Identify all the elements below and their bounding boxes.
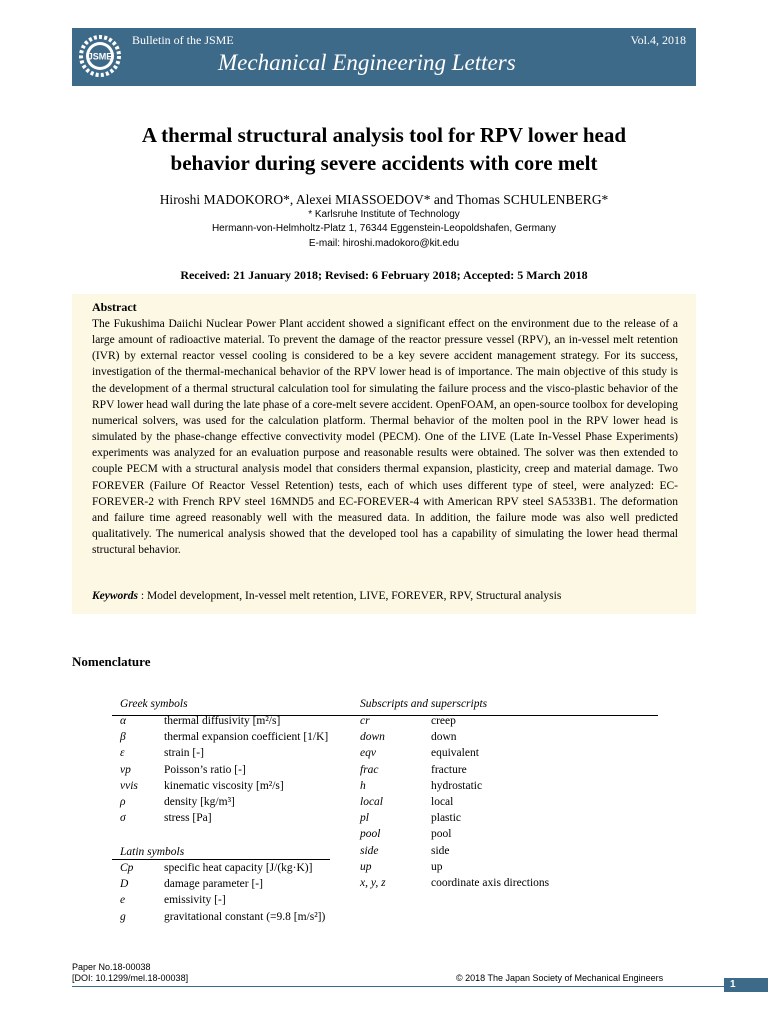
- latin-description: gravitational constant (=9.8 [m/s²]): [164, 910, 326, 923]
- latin-symbol: Cp: [120, 862, 134, 874]
- subscript-symbol: eqv: [360, 747, 376, 760]
- copyright: © 2018 The Japan Society of Mechanical Engineers: [456, 973, 664, 983]
- subscript-description: down: [431, 731, 457, 744]
- latin-rule: [112, 859, 330, 860]
- title-line-1: A thermal structural analysis tool for RPV lower head: [141, 123, 627, 147]
- keywords-label: Keywords: [92, 590, 138, 602]
- bulletin-label: Bulletin of the JSME: [132, 33, 234, 47]
- latin-description: emissivity [-]: [164, 894, 226, 907]
- received-dates: Received: 21 January 2018; Revised: 6 February 2018; Accepted: 5 March 2018: [180, 268, 588, 282]
- volume-label: Vol.4, 2018: [630, 33, 686, 47]
- greek-description: strain [-]: [164, 747, 204, 760]
- subscript-symbol: side: [360, 844, 379, 857]
- footer-rule: [72, 986, 724, 987]
- greek-description: stress [Pa]: [164, 812, 212, 825]
- logo-text: JSME: [87, 51, 113, 62]
- latin-symbol: e: [120, 894, 126, 907]
- subscript-description: hydrostatic: [431, 779, 483, 792]
- subscript-symbol: h: [360, 779, 366, 792]
- greek-symbol: νvis: [120, 779, 138, 792]
- latin-symbol: g: [120, 910, 126, 923]
- greek-symbol: σ: [120, 812, 126, 825]
- abstract-heading: Abstract: [92, 300, 137, 314]
- greek-description: Poisson’s ratio [-]: [164, 763, 246, 776]
- subscript-symbol: up: [360, 860, 372, 873]
- subscripts-header: Subscripts and superscripts: [360, 698, 488, 710]
- latin-description: damage parameter [-]: [164, 878, 263, 891]
- paper-no: Paper No.18-00038: [72, 962, 151, 972]
- keywords: [92, 590, 678, 602]
- subscript-description: coordinate axis directions: [431, 877, 550, 889]
- subscript-description: local: [431, 796, 454, 808]
- subscript-symbol: cr: [360, 715, 370, 727]
- nomenclature-table: [112, 696, 658, 936]
- subscript-symbol: pl: [360, 812, 369, 825]
- greek-symbol: ρ: [120, 796, 126, 808]
- subscript-symbol: local: [360, 796, 383, 808]
- latin-symbols-header: Latin symbols: [120, 846, 185, 858]
- paper-title: [72, 121, 696, 177]
- title-line-2: behavior during severe accidents with core melt: [170, 151, 598, 175]
- journal-title: Mechanical Engineering Letters: [218, 50, 516, 75]
- nomenclature-heading: Nomenclature: [72, 654, 151, 669]
- page-number: 1: [724, 978, 768, 992]
- greek-description: thermal expansion coefficient [1/K]: [164, 731, 329, 744]
- greek-symbol: α: [120, 715, 127, 727]
- subscript-symbol: pool: [360, 828, 381, 841]
- author-list: Hiroshi MADOKORO*, Alexei MIASSOEDOV* and Thomas SCHULENBERG*: [159, 192, 609, 207]
- subscript-symbol: frac: [360, 763, 379, 776]
- affiliation: * Karlsruhe Institute of Technology: [308, 209, 460, 220]
- paper-number: [72, 962, 188, 984]
- email: E-mail: hiroshi.madokoro@kit.edu: [308, 238, 460, 249]
- greek-description: density [kg/m³]: [164, 796, 235, 808]
- subscript-description: fracture: [431, 763, 467, 776]
- journal-banner: [72, 28, 696, 86]
- latin-description: specific heat capacity [J/(kg·K)]: [164, 862, 313, 874]
- keywords-list: : Model development, In-vessel melt retention, LIVE, FOREVER, RPV, Structural analysis: [138, 590, 562, 602]
- greek-symbol: νp: [120, 763, 131, 776]
- subscript-description: side: [431, 844, 450, 857]
- address: Hermann-von-Helmholtz-Platz 1, 76344 Eggenstein-Leopoldshafen, Germany: [211, 223, 557, 234]
- greek-description: kinematic viscosity [m²/s]: [164, 779, 284, 792]
- greek-symbol: ε: [120, 747, 125, 760]
- greek-symbol: β: [120, 731, 126, 744]
- abstract-text: The Fukushima Daiichi Nuclear Power Plant accident showed a significant effect on the environment due to the release of a large amount of radioactive material. To prevent the damage of the reactor pressure vessel (RPV), an in-vessel melt retention (IVR) by external reactor vessel cooling is considered to be a key severe accident management strategy. For its success, investigation of the thermal-mechanical behavior of the RPV lower head is of importance. The main objective of this study is the development of a thermal structural calculation tool for simulating the failure process and the visco-plastic behavior of the RPV lower head wall during the late phase of a core-melt severe accident. OpenFOAM, an open-source toolbox for developing numerical solvers, was used for the calculation platform. Thermal behavior of the molten pool in the RPV lower head is simulated by the phase-change effective convectivity model (PECM). One of the LIVE (Late In-Vessel Phase Experiments) experiments was analyzed for an evaluation purpose and reasonable results were obtained. The solver was then extended to couple PECM with a structural analysis model that considers thermal expansion, plasticity, creep and material damage. Two FOREVER (Failure Of Reactor Vessel Retention) tests, each of which uses different type of steel, were analyzed: EC-FOREVER-2 with French RPV steel 16MND5 and EC-FOREVER-4 with American RPV steel SA533B1. The deformation and failure time agreed reasonably well with the measured data. In addition, the failure mode was also well predicted qualitatively. The numerical analysis showed that the developed tool has a capability of simulating the lower head thermal structural behavior.: [92, 318, 678, 557]
- subscript-description: equivalent: [431, 747, 479, 760]
- subscript-description: plastic: [431, 812, 462, 825]
- subscript-description: creep: [431, 715, 456, 727]
- greek-symbols-header: Greek symbols: [120, 698, 188, 710]
- subscript-symbol: x, y, z: [360, 877, 386, 889]
- abstract-box: [72, 294, 696, 614]
- jsme-logo-icon: [78, 34, 122, 78]
- subscript-description: pool: [431, 828, 452, 841]
- subscript-symbol: down: [360, 731, 385, 744]
- latin-symbol: D: [120, 878, 129, 891]
- doi: [DOI: 10.1299/mel.18-00038]: [72, 973, 189, 983]
- greek-description: thermal diffusivity [m²/s]: [164, 715, 281, 727]
- subscript-description: up: [431, 860, 443, 873]
